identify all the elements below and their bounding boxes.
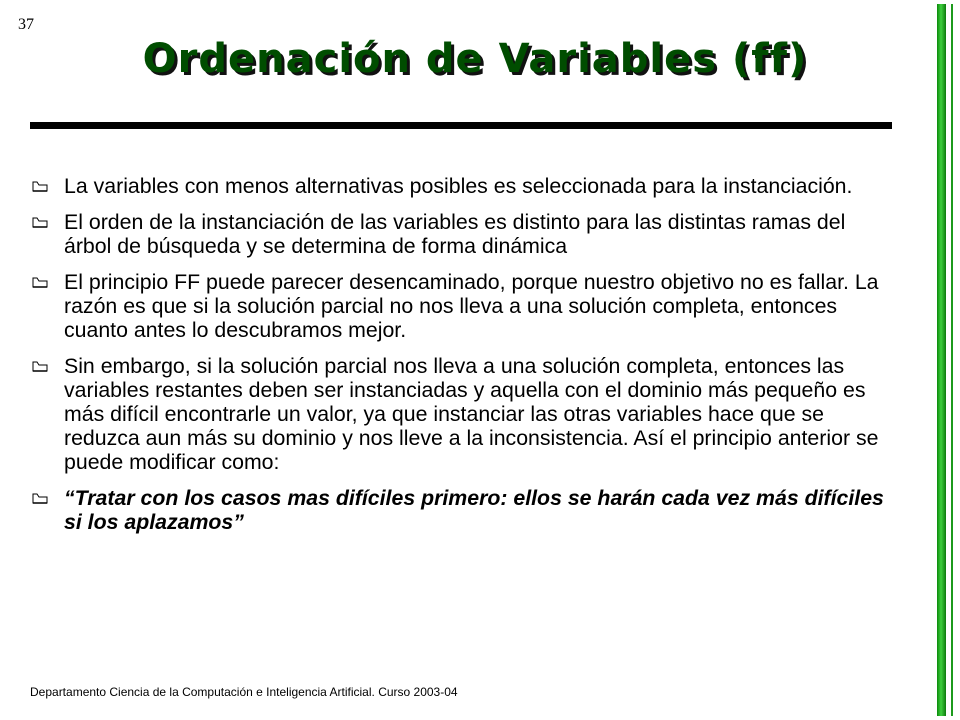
- bullet-text: Sin embargo, si la solución parcial nos lleva a una solución completa, entonces las variables restantes deben ser instanciadas y aquella con el dominio más pequeño es más difícil encontrarle un valor, ya que instanciar las otras variables hace que se reduzca aun más su dominio y nos lleve a la inconsistencia. Así el principio anterior se puede modificar como:: [64, 354, 879, 474]
- bullet-text: La variables con menos alternativas posibles es seleccionada para la instanciación.: [64, 174, 853, 198]
- folder-tab-icon: [32, 215, 48, 229]
- bullet-item: [30, 210, 890, 258]
- bullet-item: [30, 174, 890, 198]
- slide-title: Ordenación de Variables (ff): [142, 36, 808, 82]
- footer-text: Departamento Ciencia de la Computación e Inteligencia Artificial. Curso 2003-04: [30, 685, 458, 699]
- title-container: [0, 36, 960, 82]
- bullet-text-emphasis: “Tratar con los casos mas difíciles primero: ellos se harán cada vez más difíciles si los aplazamos”: [64, 486, 884, 534]
- bullet-text: El principio FF puede parecer desencaminado, porque nuestro objetivo no es fallar. La razón es que si la solución parcial no nos lleva a una solución completa, entonces cuanto antes lo descubramos mejor.: [64, 270, 879, 342]
- folder-tab-icon: [32, 359, 48, 373]
- bullet-item: [30, 270, 890, 342]
- green-border-bar: [937, 4, 946, 716]
- bullet-list: [30, 174, 890, 546]
- right-decorative-border: [920, 0, 960, 720]
- folder-tab-icon: [32, 275, 48, 289]
- green-border-edge: [951, 4, 953, 716]
- bullet-item: [30, 354, 890, 474]
- folder-tab-icon: [32, 491, 48, 505]
- bullet-item-emphasis: [30, 486, 890, 534]
- bullet-text: El orden de la instanciación de las variables es distinto para las distintas ramas del árbol de búsqueda y se determina de forma dinámica: [64, 210, 846, 258]
- folder-tab-icon: [32, 179, 48, 193]
- page-number: 37: [18, 16, 34, 33]
- title-divider: [30, 122, 892, 129]
